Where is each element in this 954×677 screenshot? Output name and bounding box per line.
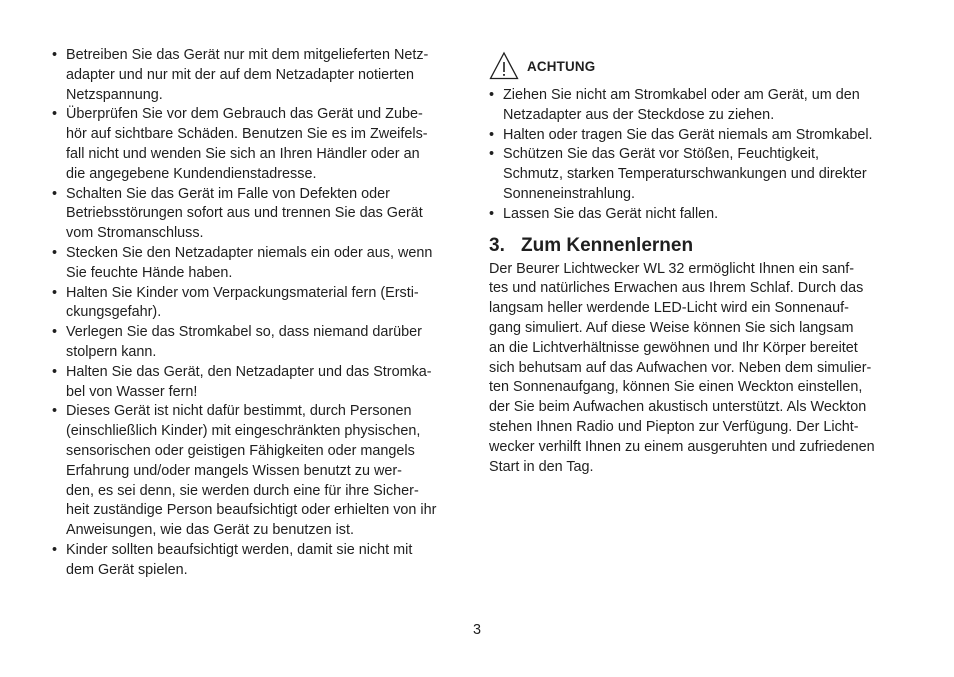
bullet-marker: • — [52, 541, 58, 558]
list-item-text: Lassen Sie das Gerät nicht fallen. — [503, 205, 719, 222]
list-item-text: Schalten Sie das Gerät im Falle von Defekten oder Betriebsstörungen sofort aus und trennen Sie das Gerät vom Stromanschluss. — [66, 185, 423, 242]
list-item — [52, 46, 472, 105]
list-item-text: Ziehen Sie nicht am Stromkabel oder am Gerät, um den Netzadapter aus der Steckdose zu ziehen. — [503, 87, 860, 123]
bullet-marker: • — [52, 106, 58, 123]
bullet-marker: • — [489, 126, 495, 143]
list-item-text: Schützen Sie das Gerät vor Stößen, Feuchtigkeit, Schmutz, starken Temperaturschwankungen und direkter Sonneneinstrahlung. — [503, 146, 867, 202]
safety-bullet-list — [52, 46, 472, 581]
section-heading — [489, 233, 909, 259]
list-item — [489, 145, 909, 204]
warning-triangle-icon — [489, 51, 519, 81]
list-item-text: Kinder sollten beaufsichtigt werden, damit sie nicht mit dem Gerät spielen. — [66, 541, 413, 578]
list-item-text: Halten oder tragen Sie das Gerät niemals am Stromkabel. — [503, 126, 873, 143]
bullet-marker: • — [52, 47, 58, 63]
bullet-marker: • — [489, 146, 495, 163]
list-item — [52, 244, 472, 284]
list-item-text: Betreiben Sie das Gerät nur mit dem mitgelieferten Netz- adapter und nur mit der auf dem Netzadapter notierten Netzspannung. — [66, 47, 429, 103]
bullet-marker: • — [52, 284, 58, 301]
section-body-text: Der Beurer Lichtwecker WL 32 ermöglicht Ihnen ein sanf- tes und natürliches Erwachen aus Ihrem Schlaf. Durch das langsam heller werdende LED-Licht wird ein Sonnenauf- gang simuliert. Auf diese Weise können Sie sich langsam an die Lichtverhältnisse gewöhnen und Ihr Körper bereitet sich behutsam auf das Aufwachen vor. Neben dem simulier- ten Sonnenaufgang, können Sie einen Weckton einstellen, der Sie beim Aufwachen akustisch unterstützt. Als Weckton stehen Ihnen Radio und Piepton zur Verfügung. Der Licht- wecker verhilft Ihnen zu einem ausgeruhten und zufriedenen Start in den Tag. — [489, 260, 875, 475]
list-item-text: Halten Sie Kinder vom Verpackungsmaterial fern (Ersti- ckungsgefahr). — [66, 284, 419, 321]
bullet-marker: • — [52, 244, 58, 261]
list-item — [489, 126, 909, 146]
list-item-text: Stecken Sie den Netzadapter niemals ein oder aus, wenn Sie feuchte Hände haben. — [66, 244, 433, 281]
section-number: 3. — [489, 234, 505, 256]
right-column — [489, 46, 909, 477]
list-item-text: Verlegen Sie das Stromkabel so, dass niemand darüber stolpern kann. — [66, 324, 422, 360]
bullet-marker: • — [52, 363, 58, 380]
page-number: 3 — [472, 622, 481, 638]
warning-bullet-list — [489, 86, 909, 225]
left-column — [52, 46, 472, 581]
list-item — [52, 541, 472, 581]
list-item — [52, 284, 472, 324]
bullet-marker: • — [489, 87, 495, 103]
list-item-text: Dieses Gerät ist nicht dafür bestimmt, durch Personen (einschließlich Kinder) mit eingeschränkten physischen, sensorischen oder geistigen Fähigkeiten oder mangels Erfahrung und/oder mangels Wissen benutzt zu wer- den, es sei denn, sie werden durch eine für ihre Sicher- heit zuständige Person beaufsichtigt oder erhielten von ihr Anweisungen, wie das Gerät zu benutzen ist. — [66, 403, 437, 539]
bullet-marker: • — [52, 324, 58, 341]
warning-header — [489, 46, 909, 86]
bullet-marker: • — [52, 185, 58, 202]
bullet-marker: • — [489, 205, 495, 222]
list-item — [52, 363, 472, 403]
bullet-marker: • — [52, 403, 58, 420]
list-item — [52, 323, 472, 363]
section-title: Zum Kennenlernen — [521, 234, 694, 256]
list-item — [52, 185, 472, 244]
warning-label: ACHTUNG — [527, 58, 596, 74]
list-item — [489, 205, 909, 225]
list-item — [52, 402, 472, 541]
list-item — [489, 86, 909, 126]
list-item-text: Halten Sie das Gerät, den Netzadapter und das Stromka- bel von Wasser fern! — [66, 363, 432, 400]
list-item — [52, 105, 472, 184]
list-item-text: Überprüfen Sie vor dem Gebrauch das Gerät und Zube- hör auf sichtbare Schäden. Benutzen Sie es im Zweifels- fall nicht und wenden Sie sich an Ihren Händler oder an die angegebene Kundendienstadresse. — [66, 106, 428, 182]
